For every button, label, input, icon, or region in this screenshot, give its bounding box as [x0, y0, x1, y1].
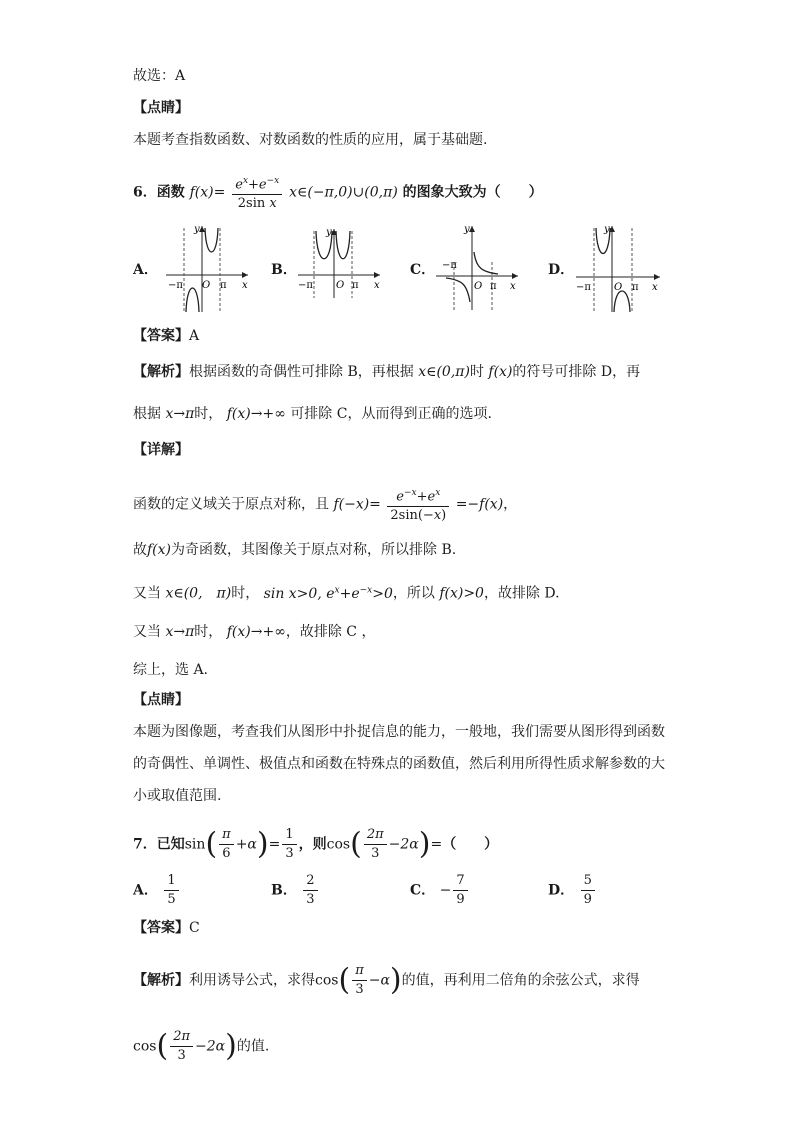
question-6-tail: 的图象大致为（ ）: [402, 184, 543, 201]
fraction: $\frac{\pi}{6}$: [219, 826, 234, 863]
math: =−f(x): [455, 496, 504, 513]
sign: −: [439, 882, 452, 899]
text: 又当: [133, 624, 161, 640]
text: 为奇函数，其图像关于原点对称，所以排除 B.: [171, 542, 457, 558]
text: ，则: [298, 836, 327, 853]
pi-label: π: [490, 281, 497, 292]
text: 的符号可排除 D，再: [512, 364, 641, 380]
q7-option-c: [410, 872, 470, 909]
text: 根据函数的奇偶性可排除 B，再根据: [189, 364, 414, 380]
x-axis-label: x: [374, 280, 380, 291]
text: 故: [133, 542, 147, 558]
option-c-label: C．: [410, 262, 436, 278]
text: 时，: [231, 585, 260, 602]
answer-value: A: [189, 328, 200, 344]
detail-line-5: 综上，选 A.: [133, 662, 209, 678]
choice-line: 故选：A: [133, 68, 186, 84]
x-axis-label: x: [652, 282, 658, 293]
origin-label: O: [336, 280, 345, 291]
origin-label: O: [614, 282, 623, 293]
graph-d: [574, 222, 662, 314]
option-a-label: A．: [133, 262, 158, 278]
math: x∈(0, π): [165, 585, 232, 602]
text: ，所以: [392, 585, 435, 602]
question-6: [133, 172, 543, 213]
y-axis-label: y: [464, 224, 470, 235]
fraction: [303, 872, 317, 909]
x-axis-label: x: [242, 280, 248, 291]
q7-option-b: [271, 872, 320, 909]
text: 的值.: [236, 1038, 270, 1055]
math: sin x>0, $e^x+e^{-x}>0$: [263, 585, 393, 602]
denominator: 9: [583, 892, 592, 907]
origin-label: O: [202, 280, 211, 291]
pi-label: π: [220, 280, 227, 291]
comment-heading-2: 【点睛】: [133, 692, 189, 708]
numerator: 1: [164, 872, 178, 891]
comment-text: 本题考查指数函数、对数函数的性质的应用，属于基础题.: [133, 132, 488, 148]
fraction: $\frac{\pi}{3}$: [352, 962, 367, 999]
math: x→π: [165, 406, 195, 422]
fraction: $\frac{2\pi}{3}$: [364, 826, 387, 863]
math: f(x)→+∞: [226, 406, 286, 422]
domain: x∈(−π,0)∪(0,π): [289, 184, 398, 201]
text: ，故排除 D.: [483, 585, 560, 602]
denominator: 5: [167, 892, 176, 907]
q7-option-d: [548, 872, 597, 909]
math: x∈(0,π): [418, 364, 470, 380]
answer-7: [133, 918, 200, 938]
f-of-x: f(x)=: [189, 184, 226, 201]
numerator: 5: [581, 872, 595, 891]
question-6-label: 6．函数: [133, 184, 185, 201]
text: 又当: [133, 585, 161, 602]
fraction: [453, 872, 467, 909]
fraction: $\frac{e^x+e^{-x}}{\text{2sin x}}$: [232, 172, 282, 213]
comment-text-3: 小或取值范围.: [133, 788, 222, 804]
text: 的值，再利用二倍角的余弦公式，求得: [401, 972, 640, 989]
analysis-7-line-1: 【解析】利用诱导公式，求得cos( $\frac{\pi}{3}$ −α)的值，再利用二倍角的余弦公式，求得: [133, 962, 640, 998]
math: f(−x)=: [333, 496, 381, 513]
graph-a: [162, 222, 252, 314]
option-label: C．: [410, 882, 436, 899]
detail-line-3: [133, 580, 560, 604]
comment-heading: 【点睛】: [133, 100, 189, 116]
option-b-label: B．: [271, 262, 297, 278]
graph-c: [434, 222, 520, 312]
x-axis-label: x: [510, 281, 516, 292]
analysis-tag: 【解析】: [133, 972, 189, 989]
neg-pi-label: −π: [442, 260, 457, 271]
denominator: 3: [306, 892, 315, 907]
pi-label: π: [632, 282, 639, 293]
comment-text-2: 的奇偶性、单调性、极值点和函数在特殊点的函数值，然后利用所得性质求解参数的大: [133, 756, 665, 772]
fraction: [581, 872, 595, 909]
analysis-tag: 【解析】: [133, 364, 189, 380]
analysis-7-line-2: cos( $\frac{2\pi}{3}$ −2α)的值.: [133, 1028, 270, 1064]
option-label: D．: [548, 882, 575, 899]
question-7-label: 7．已知: [133, 836, 185, 853]
text: 根据: [133, 406, 161, 422]
math: x→π: [165, 624, 195, 640]
math: f(x): [488, 364, 513, 380]
option-label: B．: [271, 882, 297, 899]
pi-label: π: [352, 280, 359, 291]
q7-option-a: [133, 872, 181, 909]
neg-pi-label: −π: [168, 280, 183, 291]
neg-pi-label: −π: [298, 280, 313, 291]
y-axis-label: y: [604, 224, 610, 235]
denominator: 9: [456, 892, 465, 907]
math: f(x): [147, 542, 172, 558]
comment-text-1: 本题为图像题，考查我们从图形中扑捉信息的能力，一般地，我们需要从图形得到函数: [133, 724, 665, 740]
text: ，故排除 C ，: [285, 624, 376, 640]
option-d-label: D．: [548, 262, 575, 278]
text: 时: [469, 364, 484, 380]
y-axis-label: y: [326, 227, 332, 238]
text: 时，: [194, 406, 223, 422]
fraction: $\frac{e^{-x}+e^x}{2\sin(-x)}$: [387, 484, 449, 525]
text: 可排除 C，从而得到正确的选项.: [290, 406, 492, 422]
text: （ ）: [442, 836, 499, 853]
answer-6: [133, 326, 199, 346]
text: 利用诱导公式，求得: [189, 972, 315, 989]
origin-label: O: [474, 281, 483, 292]
detail-heading: 【详解】: [133, 442, 189, 458]
answer-tag: 【答案】: [133, 328, 189, 344]
fraction: [164, 872, 178, 909]
fraction: $\frac{1}{3}$: [282, 826, 296, 863]
question-7: 7．已知sin( $\frac{\pi}{6}$ +α)= $\frac{1}{3}$ ，则cos( $\frac{2\pi}{3}$ −2α)=（ ）: [133, 826, 499, 862]
option-label: A．: [133, 882, 158, 899]
fraction: $\frac{2\pi}{3}$: [170, 1028, 193, 1065]
analysis-6-line-1: [133, 362, 640, 382]
y-axis-label: y: [194, 224, 200, 235]
detail-line-2: [133, 540, 456, 560]
text: 函数的定义域关于原点对称，且: [133, 496, 329, 513]
math: f(x)>0: [439, 585, 484, 602]
math: f(x)→+∞: [226, 624, 286, 640]
text: 时，: [194, 624, 223, 640]
answer-value: C: [189, 920, 200, 936]
answer-tag: 【答案】: [133, 920, 189, 936]
detail-line-1: 函数的定义域关于原点对称，且 f(−x)= $\frac{e^{-x}+e^x}{2\sin(-x)}$ =−f(x)，: [133, 484, 517, 525]
neg-pi-label: −π: [576, 282, 591, 293]
numerator: 7: [453, 872, 467, 891]
analysis-6-line-2: [133, 404, 492, 424]
detail-line-4: [133, 622, 375, 642]
numerator: 2: [303, 872, 317, 891]
graph-b: [296, 226, 382, 300]
